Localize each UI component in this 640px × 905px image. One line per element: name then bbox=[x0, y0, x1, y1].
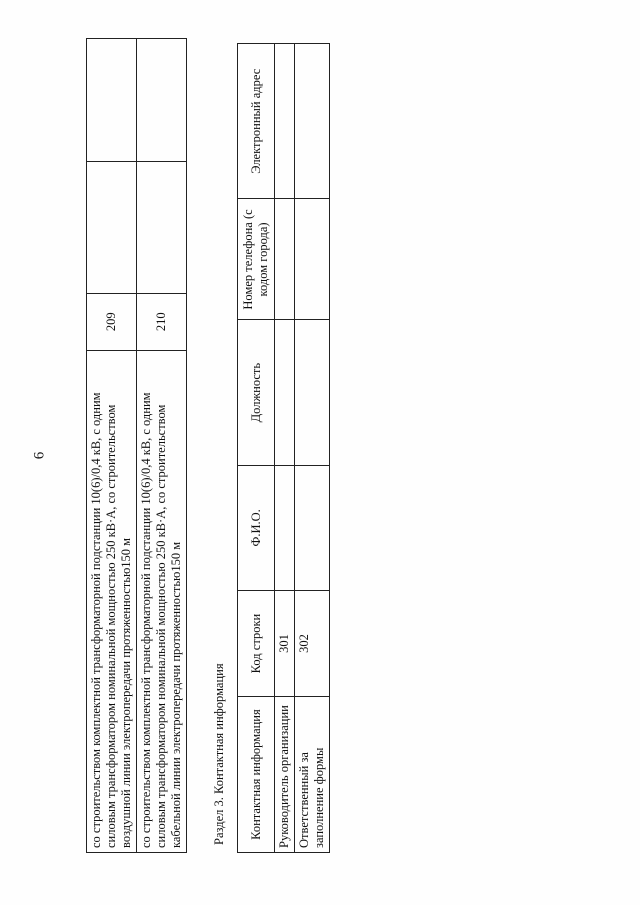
table-row bbox=[295, 44, 330, 853]
phone-input-cell[interactable] bbox=[295, 199, 330, 320]
header-phone: Номер телефона (с кодом города) bbox=[238, 199, 275, 320]
empty-cell bbox=[137, 161, 187, 293]
table-row bbox=[275, 44, 295, 853]
row-description: со строительством комплектной трансформаторной подстанции 10(6)/0,4 кВ, с одним силовым трансформатором номинальной мощностью 250 кВ·А, со строительством кабельной линии электропередачи протяженностью150 м bbox=[137, 350, 187, 852]
row-code: 210 bbox=[137, 293, 187, 350]
fio-input-cell[interactable] bbox=[275, 465, 295, 590]
table-header-row bbox=[238, 44, 275, 853]
header-full-name: Ф.И.О. bbox=[238, 465, 275, 590]
position-input-cell[interactable] bbox=[295, 320, 330, 465]
page-number: 6 bbox=[31, 451, 48, 460]
section-title: Раздел 3. Контактная информация bbox=[212, 663, 226, 845]
energy-table-continuation bbox=[86, 38, 187, 853]
row-label: Руководитель организации bbox=[275, 697, 295, 853]
row-label: Ответственный за заполнение формы bbox=[295, 697, 330, 853]
row-code: 302 bbox=[295, 591, 330, 697]
table-row bbox=[137, 39, 187, 853]
contact-info-table bbox=[237, 43, 330, 853]
header-line-code: Код строки bbox=[238, 591, 275, 697]
table-row bbox=[87, 39, 137, 853]
empty-cell bbox=[137, 39, 187, 162]
row-code: 301 bbox=[275, 591, 295, 697]
position-input-cell[interactable] bbox=[275, 320, 295, 465]
header-contact-info: Контактная информация bbox=[238, 697, 275, 853]
email-input-cell[interactable] bbox=[295, 44, 330, 199]
empty-cell bbox=[87, 161, 137, 293]
header-email: Электронный адрес bbox=[238, 44, 275, 199]
row-description: со строительством комплектной трансформаторной подстанции 10(6)/0,4 кВ, с одним силовым трансформатором номинальной мощностью 250 кВ·А, со строительством воздушной линии электропередачи протяженностью150 м bbox=[87, 350, 137, 852]
fio-input-cell[interactable] bbox=[295, 465, 330, 590]
empty-cell bbox=[87, 39, 137, 162]
row-code: 209 bbox=[87, 293, 137, 350]
phone-input-cell[interactable] bbox=[275, 199, 295, 320]
email-input-cell[interactable] bbox=[275, 44, 295, 199]
header-position: Должность bbox=[238, 320, 275, 465]
